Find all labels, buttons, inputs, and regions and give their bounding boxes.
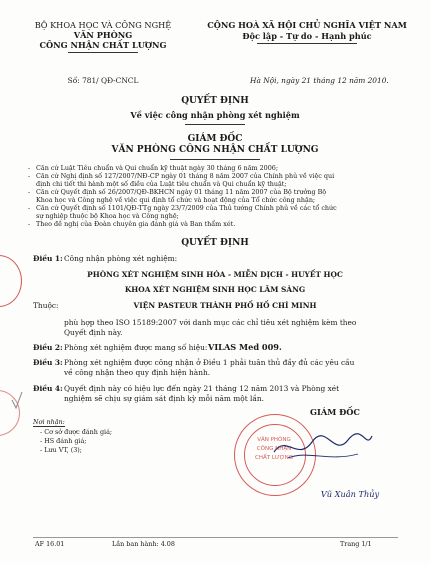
recipients-title: Nơi nhận: (33, 418, 65, 426)
right-header-rule (257, 43, 357, 44)
article4-text: Quyết định này có hiệu lực đến ngày 21 tháng 12 năm 2013 và Phòng xét (64, 384, 340, 393)
article2-label: Điều 2: (33, 343, 63, 352)
basis-line: Căn cứ Nghị định số 127/2007/NĐ-CP ngày 01 tháng 8 năm 2007 của Chính phủ về việc qui (36, 172, 335, 180)
basis-bullet: - (28, 188, 31, 196)
stamp-text: VĂN PHÒNG (257, 437, 291, 443)
form-code: AF 16.01 (35, 540, 65, 548)
article4-text: nghiệm sẽ chịu sự giám sát định kỳ mỗi năm một lần. (64, 394, 265, 403)
edge-stamp-fragment (0, 255, 22, 307)
authority-rule (170, 159, 260, 160)
article1-text: Công nhận phòng xét nghiệm: (64, 254, 178, 263)
ministry-name: BỘ KHOA HỌC VÀ CÔNG NGHỆ (34, 20, 172, 30)
article2-text: Phòng xét nghiệm được mang số hiệu: (64, 343, 208, 352)
margin-check-mark-icon (10, 390, 24, 412)
decision-heading: QUYẾT ĐỊNH (181, 238, 249, 248)
article3-text: về công nhận theo quy định hiện hành. (64, 368, 211, 377)
accreditation-code: VILAS Med 009. (208, 342, 282, 352)
recipient-item: - Lưu VT, (3); (40, 446, 82, 454)
edition: Lần ban hành: 4.08 (112, 540, 175, 548)
national-motto: Độc lập - Tự do - Hạnh phúc (242, 31, 372, 41)
issue-date: Hà Nội, ngày 21 tháng 12 năm 2010. (250, 76, 389, 85)
stamp-text: CÔNG NHẬN (256, 446, 292, 452)
institute-name: VIỆN PASTEUR THÀNH PHỐ HỒ CHÍ MINH (133, 301, 317, 310)
article1-label: Điều 1: (33, 254, 63, 263)
basis-bullet: - (28, 172, 31, 180)
article4-label: Điều 4: (33, 384, 63, 393)
article1-scope: Quyết định này. (64, 328, 123, 337)
signer-name: Vũ Xuân Thủy (320, 489, 380, 499)
signature-title: GIÁM ĐỐC (310, 407, 360, 417)
basis-bullet: - (28, 204, 31, 212)
document-title: QUYẾT ĐỊNH (181, 96, 249, 106)
basis-bullet: - (28, 220, 31, 228)
office-name: VĂN PHÒNG (73, 30, 133, 40)
basis-line: sự nghiệp thuộc bộ Khoa học và Công nghệ; (36, 212, 179, 220)
recipient-item: - Cơ sở được đánh giá; (40, 428, 113, 436)
basis-line: Căn cứ Quyết định số 1101/QĐ-TTg ngày 23/7/2009 của Thủ tướng Chính phủ về các tổ chức (36, 204, 337, 212)
left-header-rule (68, 52, 138, 53)
belongs-label: Thuộc: (33, 301, 59, 310)
signature-scribble-icon (268, 428, 378, 468)
page-number: Trang 1/1 (340, 540, 372, 548)
title-rule (185, 124, 245, 125)
basis-line: định chi tiết thi hành một số điều của Luật tiêu chuẩn và Qui chuẩn kỹ thuật; (36, 180, 287, 188)
lab-name: PHÒNG XÉT NGHIỆM SINH HÓA - MIỄN DỊCH - HUYẾT HỌC (87, 270, 343, 279)
document-number: Số: 781/ QĐ-CNCL (67, 76, 139, 85)
basis-bullet: - (28, 164, 31, 172)
authority-title: GIÁM ĐỐC (187, 134, 243, 144)
basis-line: Theo đề nghị của Đoàn chuyên gia đánh giá và Ban thẩm xét. (36, 220, 236, 228)
basis-line: Khoa học và Công nghệ về việc qui định tổ chức và hoạt động của Tổ chức công nhận; (36, 196, 316, 204)
basis-line: Căn cứ Quyết định số 26/2007/QĐ-BKHCN ngày 01 tháng 11 năm 2007 của Bộ trưởng Bộ (36, 188, 327, 196)
authority-office: VĂN PHÒNG CÔNG NHẬN CHẤT LƯỢNG (111, 145, 319, 155)
lab-department: KHOA XÉT NGHIỆM SINH HỌC LÂM SÀNG (124, 285, 306, 294)
country-name: CỘNG HOÀ XÃ HỘI CHỦ NGHĨA VIỆT NAM (207, 20, 407, 30)
basis-line: Căn cứ Luật Tiêu chuẩn và Qui chuẩn kỹ thuật ngày 30 tháng 6 năm 2006; (36, 164, 279, 172)
article1-scope: phù hợp theo ISO 15189:2007 với danh mục các chỉ tiêu xét nghiệm kèm theo (64, 318, 357, 327)
document-subject: Về việc công nhận phòng xét nghiệm (130, 110, 300, 120)
recipient-item: - HS đánh giá; (40, 437, 87, 445)
stamp-text: CHẤT LƯỢNG (254, 455, 294, 461)
article3-text: Phòng xét nghiệm được công nhận ở Điều 1 phải tuân thủ đầy đủ các yêu cầu (64, 358, 355, 367)
office-subname: CÔNG NHẬN CHẤT LƯỢNG (39, 40, 167, 50)
article3-label: Điều 3: (33, 358, 63, 367)
footer-rule (33, 537, 398, 538)
